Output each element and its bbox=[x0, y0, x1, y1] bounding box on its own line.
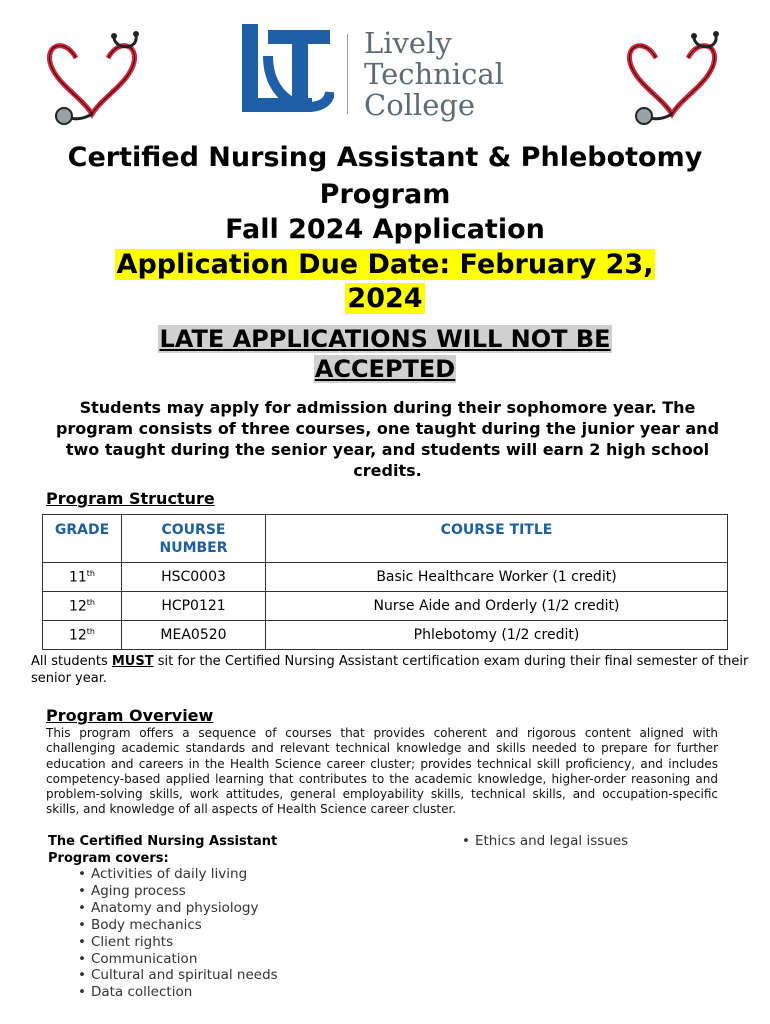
course-number-cell: HCP0121 bbox=[122, 592, 266, 621]
course-title-cell: Basic Healthcare Worker (1 credit) bbox=[266, 563, 728, 592]
college-name: Lively Technical College bbox=[364, 26, 504, 122]
list-item: • Cultural and spiritual needs bbox=[78, 967, 278, 984]
list-item: • Client rights bbox=[78, 934, 278, 951]
table-row bbox=[43, 592, 728, 621]
table-row bbox=[43, 621, 728, 650]
due-date: Application Due Date: February 23, 2024 bbox=[116, 249, 654, 314]
grade-cell: 12th bbox=[43, 621, 122, 650]
stethoscope-heart-icon bbox=[622, 28, 722, 128]
overview-paragraph: This program offers a sequence of courses that provides coherent and rigorous content aligned with challenging academic standards and relevant technical knowledge and skills needed to prepare for further education and careers in the Health Science career cluster; provides technical skill proficiency, and includes competency-based applied learning that contributes to the academic knowledge, higher-order reasoning and problem-solving skills, work attitudes, general employability skills, technical skills, and occupation-specific skills, and knowledge of all aspects of Health Science career cluster. bbox=[46, 726, 718, 817]
col-grade: GRADE bbox=[43, 515, 122, 563]
table-row bbox=[43, 563, 728, 592]
logo-divider bbox=[347, 34, 348, 114]
col-course-title: COURSE TITLE bbox=[266, 515, 728, 563]
list-item: • Communication bbox=[78, 951, 278, 968]
program-title: Certified Nursing Assistant & Phlebotomy Program bbox=[67, 142, 703, 210]
late-notice: LATE APPLICATIONS WILL NOT BE ACCEPTED bbox=[159, 325, 611, 383]
topics-list-right bbox=[462, 833, 628, 850]
intro-paragraph: Students may apply for admission during their sophomore year. The program consists of three courses, one taught during the junior year and two taught during the senior year, and students will earn 2 high school credits. bbox=[55, 398, 720, 480]
course-title-cell: Phlebotomy (1/2 credit) bbox=[266, 621, 728, 650]
col-course-number: COURSE NUMBER bbox=[122, 515, 266, 563]
course-table bbox=[42, 514, 728, 650]
stethoscope-heart-icon bbox=[42, 28, 142, 128]
exam-requirement-note: All students MUST sit for the Certified Nursing Assistant certification exam during their final semester of their senior year. bbox=[31, 654, 749, 686]
covers-title: The Certified Nursing Assistant Program covers: bbox=[48, 834, 278, 866]
topics-list-left bbox=[78, 866, 278, 1001]
list-item: • Data collection bbox=[78, 984, 278, 1001]
list-item: • Body mechanics bbox=[78, 917, 278, 934]
course-number-cell: HSC0003 bbox=[122, 563, 266, 592]
application-subtitle: Fall 2024 Application bbox=[225, 214, 545, 245]
list-item: • Activities of daily living bbox=[78, 866, 278, 883]
college-logo-mark bbox=[238, 22, 334, 122]
grade-cell: 11th bbox=[43, 563, 122, 592]
program-overview-heading: Program Overview bbox=[46, 706, 214, 725]
course-number-cell: MEA0520 bbox=[122, 621, 266, 650]
grade-cell: 12th bbox=[43, 592, 122, 621]
list-item: • Anatomy and physiology bbox=[78, 900, 278, 917]
course-title-cell: Nurse Aide and Orderly (1/2 credit) bbox=[266, 592, 728, 621]
program-structure-heading: Program Structure bbox=[46, 489, 215, 508]
list-item: • Ethics and legal issues bbox=[462, 833, 628, 850]
list-item: • Aging process bbox=[78, 883, 278, 900]
